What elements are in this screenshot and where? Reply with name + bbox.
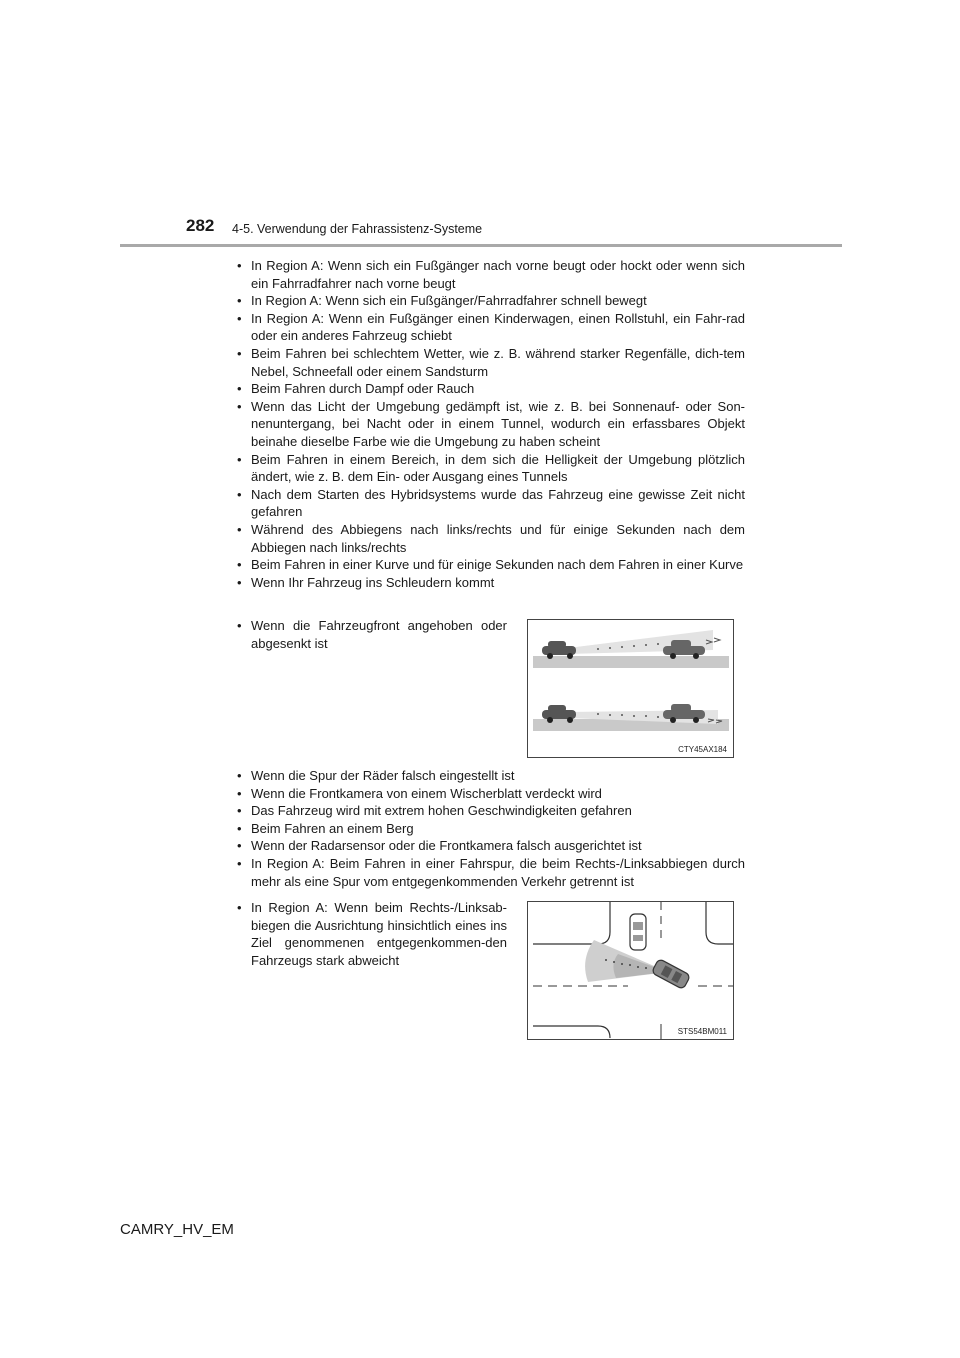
list-item: • In Region A: Wenn ein Fußgänger einen Kinderwagen, einen Rollstuhl, ein Fahr-rad oder ein anderes Fahrzeug schiebt [235,310,745,345]
header-divider [120,244,842,247]
list-item: • Beim Fahren durch Dampf oder Rauch [235,380,745,398]
figure-intersection-turn [527,901,734,1040]
footer-model-code: CAMRY_HV_EM [120,1221,234,1238]
list-item: • Während des Abbiegens nach links/rechts und für einige Sekunden nach dem Abbiegen nach links/rechts [235,521,745,556]
list-item: • Wenn der Radarsensor oder die Frontkamera falsch ausgerichtet ist [235,837,745,855]
figure-code: CTY45AX184 [678,745,727,754]
bullet-list-front-raised [235,617,507,652]
list-item: • Wenn das Licht der Umgebung gedämpft ist, wie z. B. bei Sonnenauf- oder Son-nenuntergang, bei Nacht oder in einem Tunnel, wodurch ein erfassbares Objekt beinahe dieselbe Farbe wie die Umgebung zu haben scheint [235,398,745,451]
list-item: • In Region A: Wenn sich ein Fußgänger nach vorne beugt oder hockt oder wenn sich ein Fahrradfahrer nach vorne beugt [235,257,745,292]
vehicle-pitch-illustration [528,620,733,757]
list-item: • Nach dem Starten des Hybridsystems wurde das Fahrzeug eine gewisse Zeit nicht gefahren [235,486,745,521]
list-item: • Wenn die Fahrzeugfront angehoben oder abgesenkt ist [235,617,507,652]
list-item: • Beim Fahren an einem Berg [235,820,745,838]
list-item: • Beim Fahren in einer Kurve und für einige Sekunden nach dem Fahren in einer Kurve [235,556,745,574]
section-title: 4-5. Verwendung der Fahrassistenz-Systeme [232,222,483,236]
list-item: • Das Fahrzeug wird mit extrem hohen Geschwindigkeiten gefahren [235,802,745,820]
figure-code: STS54BM011 [677,1027,727,1036]
list-item: • Beim Fahren in einem Bereich, in dem sich die Helligkeit der Umgebung plötzlich ändert, wie z. B. dem Ein- oder Ausgang eines Tunnels [235,451,745,486]
page-number: 282 [186,216,215,235]
intersection-illustration [528,902,733,1039]
list-item: • Beim Fahren bei schlechtem Wetter, wie z. B. während starker Regenfälle, dich-tem Nebel, Schneefall oder einem Sandsturm [235,345,745,380]
bullet-list-sensor-conditions [235,767,745,890]
list-item: • In Region A: Wenn sich ein Fußgänger/Fahrradfahrer schnell bewegt [235,292,745,310]
bullet-list-conditions [235,257,745,591]
list-item: • Wenn die Spur der Räder falsch eingestellt ist [235,767,745,785]
list-item: • In Region A: Wenn beim Rechts-/Linksab-biegen die Ausrichtung hinsichtlich eines ins Ziel genommenen entgegenkommen-den Fahrzeugs stark abweicht [235,899,507,969]
bullet-list-turning [235,899,507,969]
figure-vehicle-pitch [527,619,734,758]
list-item: • Wenn Ihr Fahrzeug ins Schleudern kommt [235,574,745,592]
list-item: • In Region A: Beim Fahren in einer Fahrspur, die beim Rechts-/Linksabbiegen durch mehr als eine Spur vom entgegenkommenden Verkehr getrennt ist [235,855,745,890]
list-item: • Wenn die Frontkamera von einem Wischerblatt verdeckt wird [235,785,745,803]
